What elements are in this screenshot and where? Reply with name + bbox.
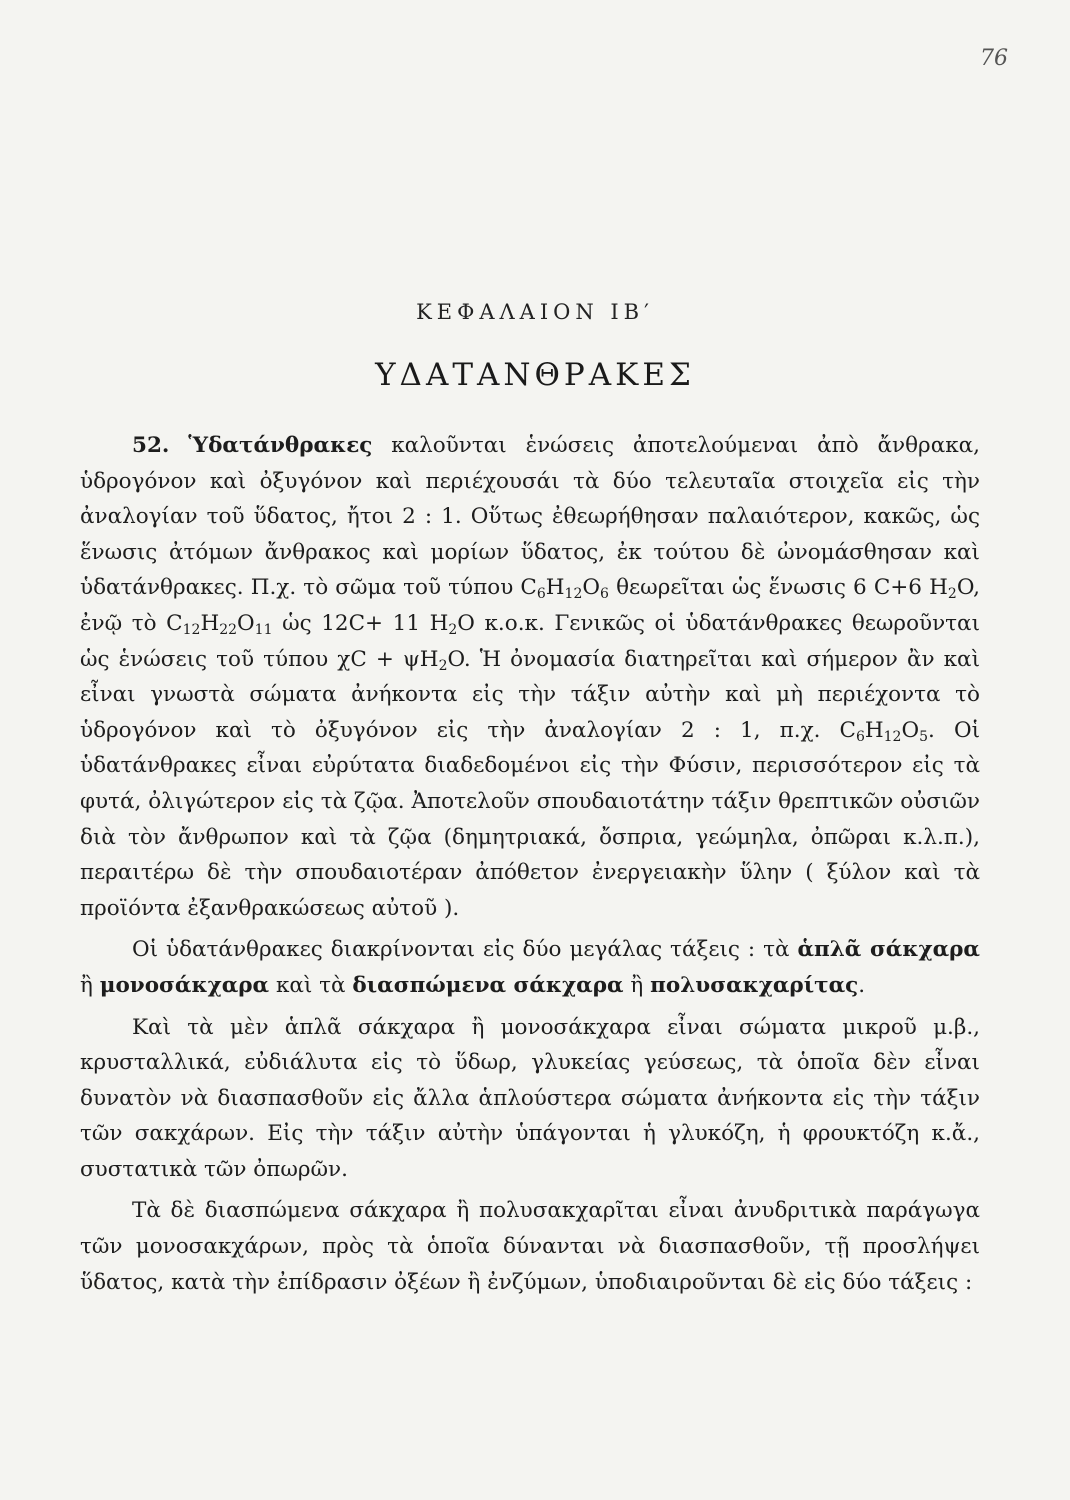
body-text <box>80 428 980 1300</box>
subscript: 6 <box>536 586 546 603</box>
p1-text-2: H <box>545 575 565 601</box>
p1-text-8: ὡς 12C+ 11 H <box>272 610 449 636</box>
p2-text-1: Οἱ ὑδατάνθρακες διακρίνονται εἰς δύο μεγάλας τάξεις : τὰ <box>132 937 798 963</box>
p1-text-5: O, ἐνῷ τὸ C <box>80 575 981 636</box>
subscript: 12 <box>182 621 201 638</box>
page-number: 76 <box>980 46 1008 71</box>
p1-text-3: O <box>582 575 601 601</box>
chapter-title: ΥΔΑΤΑΝΘΡΑΚΕΣ <box>375 357 695 393</box>
subscript: 2 <box>947 586 957 603</box>
subscript: 12 <box>883 728 902 745</box>
p1-text-1: καλοῦνται ἑνώσεις ἀποτελούμεναι ἀπὸ ἄνθρακα, ὑδρογόνον καὶ ὀξυγόνον καὶ περιέχουσάι τὰ δύο τελευταῖα στοιχεῖα εἰς τὴν ἀναλογίαν τοῦ ὕδατος, ἤτοι 2 : 1. Οὕτως ἐθεωρήθησαν παλαιότερον, κακῶς, ὡς ἕνωσις ἀτόμων ἄνθρακος καὶ μορίων ὕδατος, ἐκ τούτου δὲ ὠνομάσθησαν καὶ ὑδατάνθρακες. Π.χ. τὸ σῶμα τοῦ τύπου C <box>80 433 981 601</box>
section-number: 52. <box>132 433 170 458</box>
term-polysaccharides: πολυσακχαρίτας <box>650 972 859 998</box>
paragraph-monosaccharides: Καὶ τὰ μὲν ἁπλᾶ σάκχαρα ἢ μονοσάκχαρα εἶναι σώματα μικροῦ μ.β., κρυσταλλικά, εὐδιάλυτα εἰς τὸ ὕδωρ, γλυκείας γεύσεως, τὰ ὁποῖα δὲν εἶναι δυνατὸν νὰ διασπασθοῦν εἰς ἄλλα ἁπλούστερα σώματα ἀνήκοντα εἰς τὴν τάξιν τῶν σακχάρων. Εἰς τὴν τάξιν αὐτὴν ὑπάγονται ἡ γλυκόζη, ἡ φρουκτόζη κ.ἄ., συστατικὰ τῶν ὀπωρῶν. <box>80 1014 980 1182</box>
p1-text-11: H <box>864 717 884 743</box>
subscript: 6 <box>600 586 609 603</box>
term-simple-sugars: ἁπλᾶ σάκχαρα <box>797 937 980 963</box>
p1-text-7: O <box>237 610 255 636</box>
paragraph-52 <box>80 428 980 926</box>
term-split-sugars: διασπώμενα σάκχαρα <box>352 972 624 998</box>
p2-text-2: ἢ <box>80 972 100 998</box>
subscript: 2 <box>438 657 448 674</box>
p2-text-3: καὶ τὰ <box>269 972 353 998</box>
subscript: 5 <box>919 728 929 745</box>
p1-text-12: O <box>901 717 920 743</box>
paragraph-polysaccharides: Τὰ δὲ διασπώμενα σάκχαρα ἢ πολυσακχαρῖται εἶναι ἀνυδριτικὰ παράγωγα τῶν μονοσακχάρων, πρὸς τὰ ὁποῖα δύνανται νὰ διασπασθοῦν, τῇ προσλήψει ὕδατος, κατὰ τὴν ἐπίδρασιν ὀξέων ἢ ἐνζύμων, ὑποδιαιροῦνται δὲ εἰς δύο τάξεις : <box>80 1198 980 1295</box>
p2-text-5: . <box>858 972 866 998</box>
section-term: Ὑδατάνθρακες <box>188 433 373 458</box>
subscript: 2 <box>448 621 458 638</box>
p1-text-9: O κ.ο.κ. Γενικῶς οἱ ὑδατάνθρακες θεωροῦνται ὡς ἑνώσεις τοῦ τύπου χC + ψH <box>80 610 980 672</box>
subscript: 11 <box>254 621 273 638</box>
subscript: 22 <box>219 621 238 638</box>
p1-text-10: O. Ἡ ὀνομασία διατηρεῖται καὶ σήμερον ἂν καὶ εἶναι γνωστὰ σώματα ἀνήκοντα εἰς τὴν τάξιν αὐτὴν καὶ μὴ περιέχοντα τὸ ὑδρογόνον καὶ τὸ ὀξυγόνον εἰς τὴν ἀναλογίαν 2 : 1, π.χ. C <box>80 646 981 743</box>
p2-text-4: ἢ <box>623 972 651 998</box>
p1-text-4: θεωρεῖται ὡς ἕνωσις 6 C+6 H <box>608 575 948 601</box>
term-monosaccharides: μονοσάκχαρα <box>99 972 270 998</box>
p1-text-13: . Οἱ ὑδατάνθρακες εἶναι εὐρύτατα διαδεδομένοι εἰς τὴν Φύσιν, περισσότερον εἰς τὰ φυτά, ὀλιγώτερον εἰς τὰ ζῷα. Ἀποτελοῦν σπουδαιοτάτην τάξιν θρεπτικῶν οὐσιῶν διὰ τὸν ἄνθρωπον καὶ τὰ ζῷα (δημητριακά, ὄσπρια, γεώμηλα, ὀπῶραι κ.λ.π.), περαιτέρω δὲ τὴν σπουδαιοτέραν ἀπόθετον ἐνεργειακὴν ὕλην ( ξύλον καὶ τὰ προϊόντα ἐξανθρακώσεως αὐτοῦ ). <box>80 717 980 921</box>
p1-text-6: H <box>200 610 220 636</box>
paragraph-classes <box>80 932 980 1003</box>
chapter-label: ΚΕΦΑΛΑΙΟΝ ΙΒ′ <box>416 300 654 324</box>
subscript: 12 <box>564 586 583 603</box>
subscript: 6 <box>855 728 865 745</box>
